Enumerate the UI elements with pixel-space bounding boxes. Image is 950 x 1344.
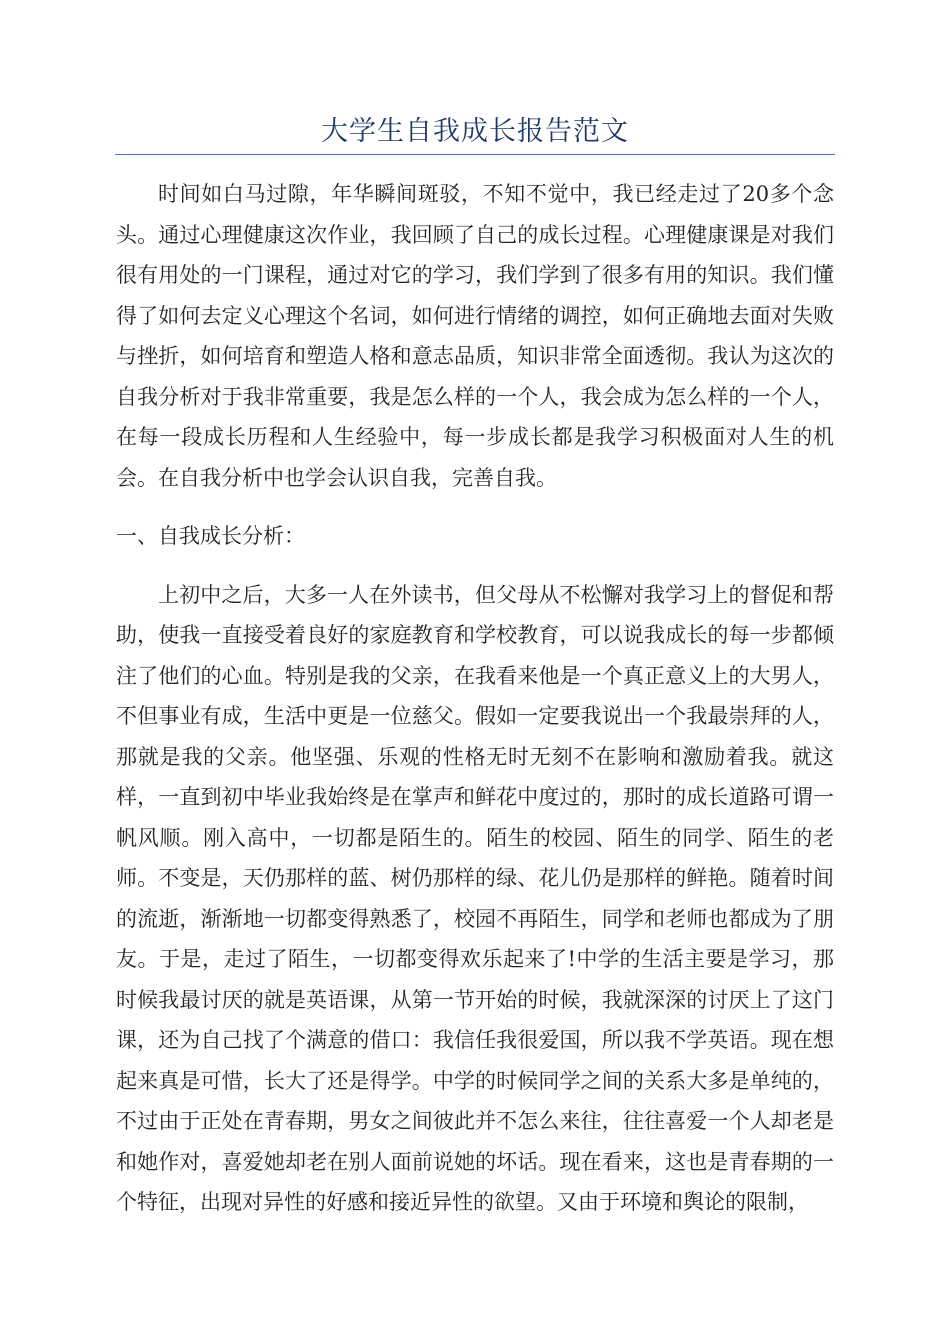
title-divider (115, 154, 835, 155)
section-heading: 一、自我成长分析： (116, 524, 305, 548)
document-body (116, 174, 834, 1223)
paragraph-intro: 时间如白马过隙，年华瞬间斑驳，不知不觉中，我已经走过了20多个念头。通过心理健康这次作业，我回顾了自己的成长过程。心理健康课是对我们很有用处的一门课程，通过对它的学习，我们学到了很多有用的知识。我们懂得了如何去定义心理这个名词，如何进行情绪的调控，如何正确地去面对失败与挫折，如何培育和塑造人格和意志品质，知识非常全面透彻。我认为这次的自我分析对于我非常重要，我是怎么样的一个人，我会成为怎么样的一个人，在每一段成长历程和人生经验中，每一步成长都是我学习积极面对人生的机会。在自我分析中也学会认识自我，完善自我。 (116, 182, 834, 490)
paragraph-growth-analysis: 上初中之后，大多一人在外读书，但父母从不松懈对我学习上的督促和帮助，使我一直接受着良好的家庭教育和学校教育，可以说我成长的每一步都倾注了他们的心血。特别是我的父亲，在我看来他是一个真正意义上的大男人，不但事业有成，生活中更是一位慈父。假如一定要我说出一个我最崇拜的人，那就是我的父亲。他坚强、乐观的性格无时无刻不在影响和激励着我。就这样，一直到初中毕业我始终是在掌声和鲜花中度过的，那时的成长道路可谓一帆风顺。刚入高中，一切都是陌生的。陌生的校园、陌生的同学、陌生的老师。不变是，天仍那样的蓝、树仍那样的绿、花儿仍是那样的鲜艳。随着时间的流逝，渐渐地一切都变得熟悉了，校园不再陌生，同学和老师也都成为了朋友。于是，走过了陌生，一切都变得欢乐起来了!中学的生活主要是学习，那时候我最讨厌的就是英语课，从第一节开始的时候，我就深深的讨厌上了这门课，还为自己找了个满意的借口：我信任我很爱国，所以我不学英语。现在想起来真是可惜，长大了还是得学。中学的时候同学之间的关系大多是单纯的，不过由于正处在青春期，男女之间彼此并不怎么来往，往往喜爱一个人却老是和她作对，喜爱她却老在别人面前说她的坏话。现在看来，这也是青春期的一个特征，出现对异性的好感和接近异性的欲望。又由于环境和舆论的限制， (116, 582, 834, 1214)
document-title: 大学生自我成长报告范文 (321, 116, 629, 147)
